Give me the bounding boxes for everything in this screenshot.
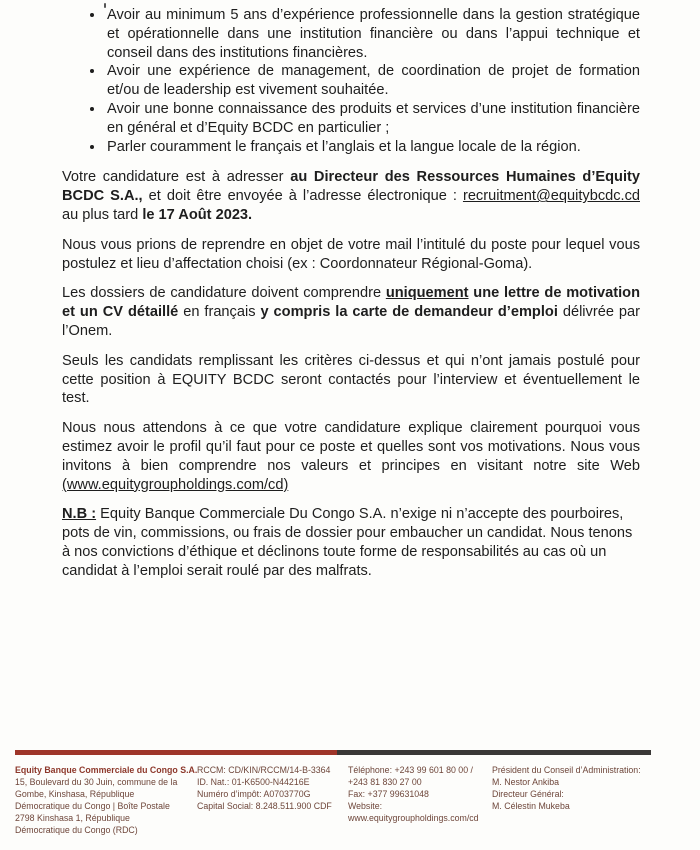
paragraph-application <box>62 168 640 224</box>
footer-line: Démocratique du Congo (RDC) <box>15 825 138 836</box>
footer-line: Numéro d’impôt: A0703770G <box>197 789 311 800</box>
text-segment: délivrée par l’Onem. <box>62 304 640 339</box>
requirement-text: Parler couramment le français et l’anglais et la langue locale de la région. <box>107 138 581 155</box>
text-segment: et doit être envoyée à l’adresse électronique : <box>142 188 463 205</box>
paragraph-subject <box>62 236 640 274</box>
requirement-text: Avoir une bonne connaissance des produits et services d’une institution financière en général et d’Equity BCDC en particulier ; <box>107 100 640 136</box>
text-segment: Nous vous prions de reprendre en objet de votre mail l’intitulé du poste pour lequel vous postulez et lieu d’affectation choisi (ex : Coordonnateur Régional-Goma). <box>62 236 640 272</box>
text-segment: Nous nous attendons à ce que votre candidature explique clairement pourquoi vous estimez avoir le profil qu’il faut pour ce poste et quelles sont vos motivations. Nous vous invitons à bien comprendre nos valeurs et principes en visitant notre site Web <box>62 420 640 474</box>
footer-line: M. Nestor Ankiba <box>492 777 559 788</box>
requirement-text: Avoir au minimum 5 ans d’expérience professionnelle dans la gestion stratégique et opérationnelle dans une institution financière ou dans l’appui technique et conseil dans des institutions financières. <box>107 7 640 61</box>
footer-management-info <box>492 764 641 812</box>
paragraph-motivation <box>62 419 640 494</box>
text-segment: Les dossiers de candidature doivent comprendre <box>62 285 386 302</box>
footer-line: ID. Nat.: 01-K6500-N44216E <box>197 777 310 788</box>
footer-line: 15, Boulevard du 30 Juin, commune de la <box>15 777 178 788</box>
footer-website-url: www.equitygroupholdings.com/cd <box>348 813 479 824</box>
footer-line: 2798 Kinshasa 1, République <box>15 813 130 824</box>
footer-line: Démocratique du Congo | Boîte Postale <box>15 801 170 812</box>
document-body <box>62 6 640 592</box>
text-segment: en français <box>178 304 261 321</box>
text-segment: Seuls les candidats remplissant les critères ci-dessus et qui n’ont jamais postulé pour cette position à EQUITY BCDC seront contactés pour l’interview et éventuellement le test. <box>62 352 640 407</box>
footer-line: Website: <box>348 801 383 812</box>
paragraph-dossier <box>62 284 640 340</box>
job-seeker-card: y compris la carte de demandeur d’emploi <box>260 304 558 321</box>
website-url: (www.equitygroupholdings.com/cd) <box>62 476 289 493</box>
text-segment: Votre candidature est à adresser <box>62 169 291 186</box>
addressee-text: au Directeur des Ressources Humaines d’Equity BCDC S.A., <box>62 169 640 205</box>
footer-line: Directeur Général: <box>492 789 564 800</box>
text-segment: au plus tard <box>62 206 143 223</box>
paragraph-nb <box>62 505 640 580</box>
footer-company-address <box>15 764 197 837</box>
footer-contact-info <box>348 764 479 824</box>
footer-line: RCCM: CD/KIN/RCCM/14-B-3364 <box>197 765 331 775</box>
divider-red-segment <box>15 750 337 755</box>
footer-line: Capital Social: 8.248.511.900 CDF <box>197 801 332 812</box>
footer-registration-info <box>197 764 332 812</box>
required-documents: une lettre de motivation et un CV détaillé <box>62 285 640 321</box>
list-item <box>105 62 640 100</box>
footer-fax: Fax: +377 99631048 <box>348 789 429 800</box>
footer-divider-bar <box>15 750 651 755</box>
deadline-text: le 17 Août 2023. <box>142 206 253 223</box>
email-address: recruitment@equitybcdc.cd <box>462 188 640 205</box>
footer-line: M. Célestin Mukeba <box>492 801 570 812</box>
requirements-list <box>62 6 640 156</box>
list-item <box>105 100 640 138</box>
nb-label: N.B : <box>62 506 97 523</box>
footer-phone: Téléphone: +243 99 601 80 00 / <box>348 765 473 775</box>
list-item <box>105 6 640 62</box>
list-item <box>105 138 640 157</box>
company-name: Equity Banque Commerciale du Congo S.A. <box>15 765 198 775</box>
emphasis-only: uniquement <box>385 285 469 302</box>
footer-line: Gombe, Kinshasa, République <box>15 789 135 800</box>
footer-line: Président du Conseil d’Administration: <box>492 765 641 775</box>
divider-dark-segment <box>337 750 651 755</box>
paragraph-selection <box>62 352 640 408</box>
text-segment: Equity Banque Commerciale Du Congo S.A. n’exige ni n’accepte des pourboires, pots de vin, commissions, ou frais de dossier pour embaucher un candidat. Nous tenons à nos convictions d’éthique et déclinons toute forme de responsabilités au cas où un candidat à l’emploi serait roulé par des malfrats. <box>62 506 633 579</box>
requirement-text: Avoir une expérience de management, de coordination de projet de formation et/ou de leadership est vivement souhaitée. <box>107 63 640 99</box>
footer-phone: +243 81 830 27 00 <box>348 777 422 788</box>
